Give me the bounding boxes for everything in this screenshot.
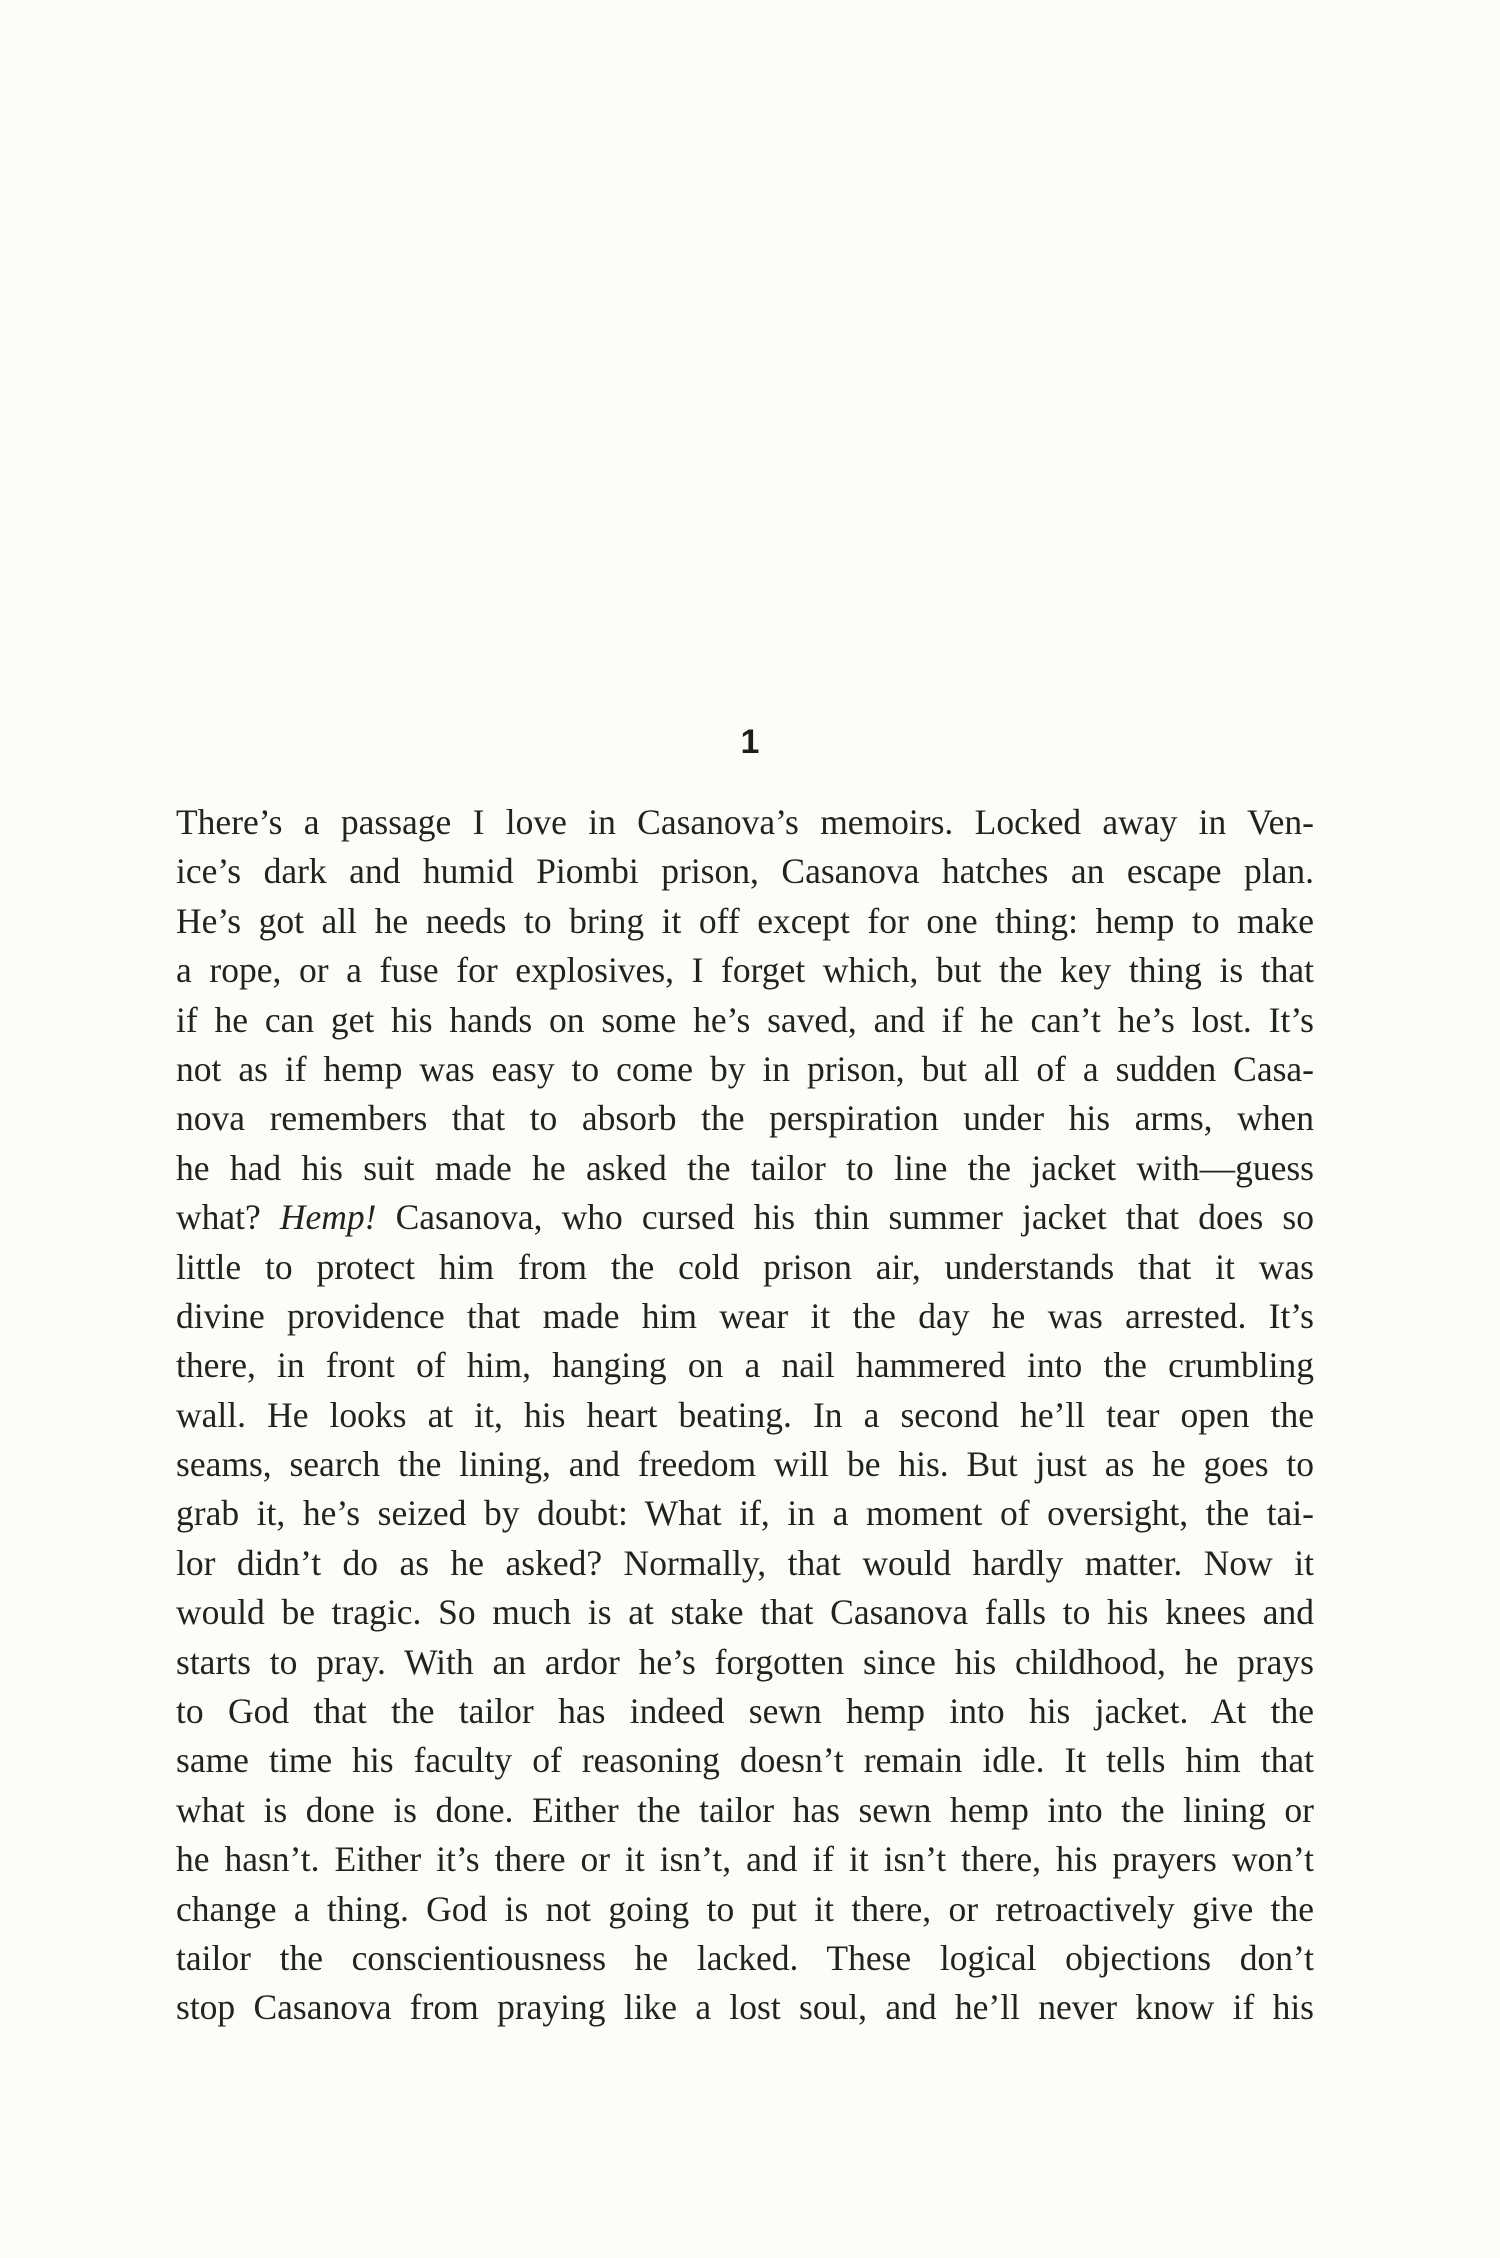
text-line: grab it, he’s seized by doubt: What if, in a moment of oversight, the tai- [176, 1493, 1314, 1534]
text-line: same time his faculty of reasoning doesn’t remain idle. It tells him that [176, 1740, 1314, 1781]
text-line: tailor the conscientiousness he lacked. These logical objections don’t [176, 1937, 1314, 1978]
text-line: he hasn’t. Either it’s there or it isn’t, and if it isn’t there, his prayers won’t [176, 1839, 1314, 1880]
text-line: starts to pray. With an ardor he’s forgotten since his childhood, he prays [176, 1641, 1314, 1682]
text-segment: what? [176, 1197, 280, 1238]
text-line: a rope, or a fuse for explosives, I forget which, but the key thing is that [176, 950, 1314, 991]
text-segment: Casanova, who cursed his thin summer jacket that does so [376, 1197, 1314, 1238]
text-line-with-italic [176, 1193, 1314, 1242]
text-line: little to protect him from the cold prison air, understands that it was [176, 1246, 1314, 1287]
text-line: he had his suit made he asked the tailor to line the jacket with—guess [176, 1147, 1314, 1188]
text-line: there, in front of him, hanging on a nail hammered into the crumbling [176, 1345, 1314, 1386]
text-line: divine providence that made him wear it the day he was arrested. It’s [176, 1295, 1314, 1336]
text-line: change a thing. God is not going to put it there, or retroactively give the [176, 1888, 1314, 1929]
text-line: There’s a passage I love in Casanova’s memoirs. Locked away in Ven- [176, 802, 1314, 842]
text-line: lor didn’t do as he asked? Normally, that would hardly matter. Now it [176, 1542, 1314, 1583]
text-line: seams, search the lining, and freedom will be his. But just as he goes to [176, 1444, 1314, 1485]
text-line: would be tragic. So much is at stake that Casanova falls to his knees and [176, 1592, 1314, 1633]
text-line: not as if hemp was easy to come by in prison, but all of a sudden Casa- [176, 1048, 1314, 1089]
text-line: stop Casanova from praying like a lost soul, and he’ll never know if his [176, 1987, 1314, 2028]
body-paragraph [176, 798, 1314, 2033]
text-line: to God that the tailor has indeed sewn hemp into his jacket. At the [176, 1691, 1314, 1732]
italic-word: Hemp! [279, 1197, 377, 1238]
text-line: nova remembers that to absorb the perspiration under his arms, when [176, 1098, 1314, 1139]
text-line: what is done is done. Either the tailor has sewn hemp into the lining or [176, 1789, 1314, 1830]
text-line: wall. He looks at it, his heart beating. In a second he’ll tear open the [176, 1394, 1314, 1435]
text-line: if he can get his hands on some he’s saved, and if he can’t he’s lost. It’s [176, 999, 1314, 1040]
text-line: ice’s dark and humid Piombi prison, Casanova hatches an escape plan. [176, 851, 1314, 892]
chapter-number: 1 [740, 723, 760, 761]
text-line: He’s got all he needs to bring it off except for one thing: hemp to make [176, 900, 1314, 941]
